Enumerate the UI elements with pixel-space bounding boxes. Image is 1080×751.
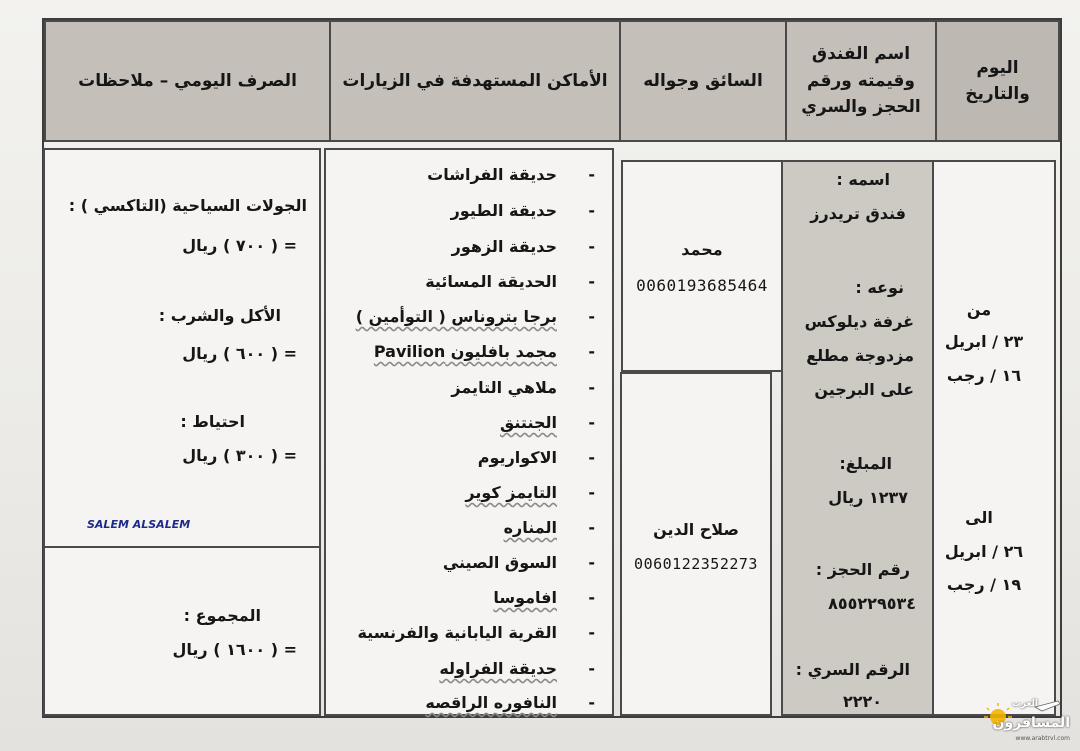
place-item: - الحديقة المسائية <box>425 272 595 291</box>
driver-1-phone: 0060193685464 <box>636 276 768 295</box>
food-value: = ( ٦٠٠ ) ريال <box>182 344 297 363</box>
signature: SALEM ALSALEM <box>87 518 191 531</box>
hotel-name-label: اسمه : <box>836 170 890 189</box>
hotel-type-line3: على البرجين <box>814 380 914 399</box>
watermark-logo <box>980 697 1072 745</box>
total-cell <box>43 546 321 716</box>
to-date-hijri: ١٩ / رجب <box>946 575 1022 594</box>
reserve-label: احتياط : <box>180 412 245 431</box>
hotel-type-label: نوعه : <box>855 278 904 297</box>
reserve-value: = ( ٣٠٠ ) ريال <box>182 446 297 465</box>
place-item: - الاكواريوم <box>477 448 595 467</box>
header-hotel <box>785 20 937 142</box>
hotel-amount: ١٢٣٧ ريال <box>828 488 908 507</box>
tours-label: الجولات السياحية (التاكسي ) : <box>68 196 307 215</box>
driver-2-phone: 0060122352273 <box>634 555 758 573</box>
to-label: الى <box>965 508 993 527</box>
place-item: - حديقة الفراشات <box>427 165 595 184</box>
expenses-cell <box>43 148 321 548</box>
place-item: - مجمد بافليون Pavilion <box>373 342 595 361</box>
watermark-url: www.arabtrvl.com <box>1015 735 1070 742</box>
hotel-type-line1: غرفة ديلوكس <box>804 312 914 331</box>
food-label: الأكل والشرب : <box>158 306 281 325</box>
driver-1-name: محمد <box>681 240 723 259</box>
to-date-gregorian: ٢٦ / ابريل <box>944 542 1024 561</box>
place-item: - ملاهي التايمز <box>451 378 595 397</box>
booking-number: ٨٥٥٢٢٩٥٣٤ <box>828 594 916 613</box>
booking-number-label: رقم الحجز : <box>815 560 910 579</box>
header-driver-text: السائق وجواله <box>643 70 763 91</box>
tours-value: = ( ٧٠٠ ) ريال <box>182 236 297 255</box>
watermark-line2: المسافرون <box>992 715 1070 731</box>
place-item: - حديقة الطيور <box>450 201 595 220</box>
driver-cell-1 <box>621 160 783 372</box>
hotel-type-line2: مزدوجة مطلع <box>806 346 914 365</box>
place-item: - السوق الصيني <box>442 553 595 572</box>
hotel-amount-label: المبلغ: <box>839 454 892 473</box>
header-driver <box>619 20 787 142</box>
header-expenses-text: الصرف اليومي – ملاحظات <box>78 70 297 91</box>
total-label: المجموع : <box>183 606 261 625</box>
total-value: = ( ١٦٠٠ ) ريال <box>172 640 297 659</box>
place-item: - المناره <box>503 518 595 537</box>
from-date-hijri: ١٦ / رجب <box>946 366 1022 385</box>
place-item: - حديقة الفراوله <box>439 659 595 678</box>
place-item: - الجنتنق <box>499 413 595 432</box>
header-day-date-text: اليوم والتاريخ <box>965 57 1030 104</box>
driver-cell-2 <box>620 372 772 716</box>
places-cell <box>324 148 614 716</box>
hotel-name: فندق تريدرز <box>810 204 906 223</box>
place-item: - افاموسا <box>493 588 595 607</box>
from-label: من <box>966 300 992 319</box>
place-item: - التايمز كوير <box>465 483 595 502</box>
place-item: - حديقة الزهور <box>451 237 595 256</box>
place-item: - برجا بتروناس ( التوأمين ) <box>355 307 595 326</box>
from-date-gregorian: ٢٣ / ابريل <box>944 332 1024 351</box>
secret-number-label: الرقم السري : <box>795 660 910 679</box>
driver-2-name: صلاح الدين <box>653 520 739 539</box>
header-hotel-text: اسم الفندق وقيمته ورقم الحجز والسري <box>801 44 921 118</box>
place-item: - القرية اليابانية والفرنسية <box>357 623 595 642</box>
watermark-line1: العرب <box>1011 699 1038 709</box>
secret-number: ٢٢٢٠ <box>842 692 882 711</box>
header-day-date <box>935 20 1060 142</box>
itinerary-table <box>42 18 1062 718</box>
header-places <box>329 20 621 142</box>
hotel-cell <box>781 160 934 716</box>
header-expenses <box>44 20 331 142</box>
header-places-text: الأماكن المستهدفة في الزيارات <box>342 70 608 91</box>
place-item: - النافوره الراقصه <box>425 693 595 712</box>
